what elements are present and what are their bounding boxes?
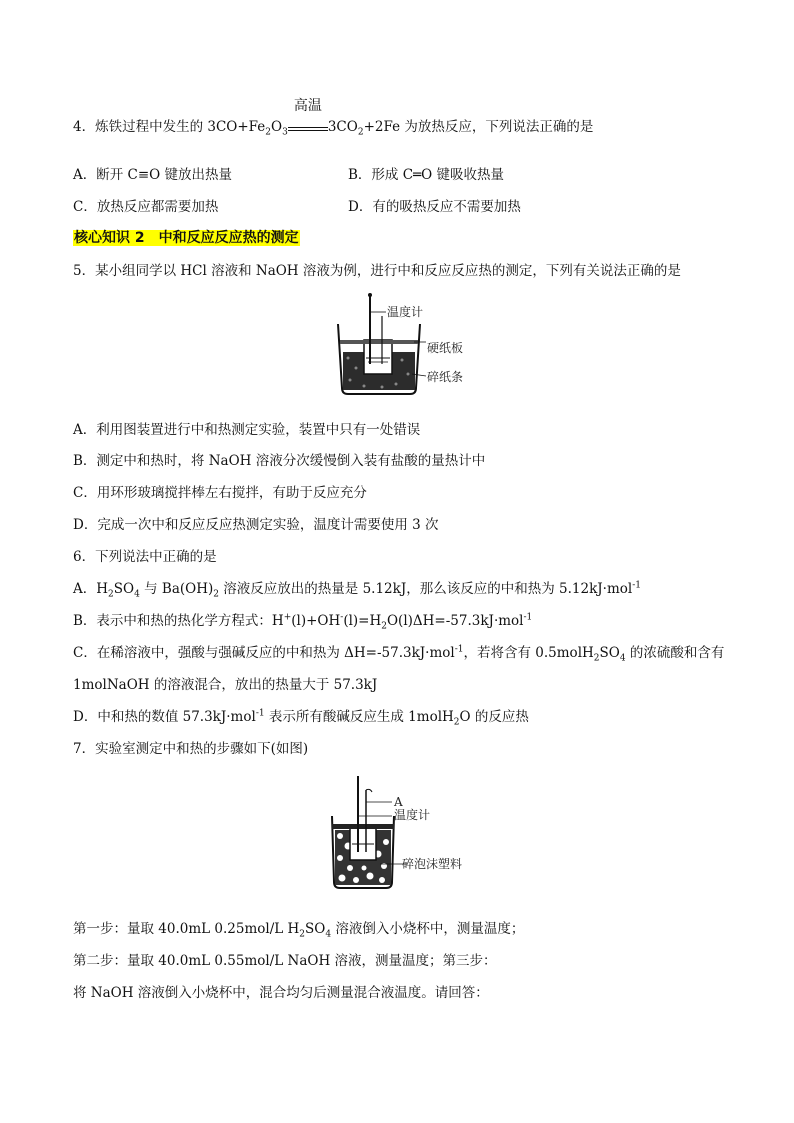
q5-stem: 5．某小组同学以 HCl 溶液和 NaOH 溶液为例，进行中和反应反应热的测定，下列有关说法正确的是	[73, 263, 681, 279]
q6-option-c-line2: 1molNaOH 的溶液混合，放出的热量大于 57.3kJ	[73, 677, 378, 693]
q5-option-c: C．用环形玻璃搅拌棒左右搅拌，有助于反应充分	[73, 485, 367, 501]
q4-option-a: A．断开 C≡O 键放出热量	[73, 167, 233, 183]
q6-stem: 6．下列说法中正确的是	[73, 549, 217, 565]
fig2-label-foam: 碎泡沫塑料	[402, 857, 463, 871]
q7-step1: 第一步：量取 40.0mL 0.25mol/L $H_2SO_4$ 溶液倒入小烧杯中，测量温度；	[73, 921, 525, 940]
fig2-label-a: A	[394, 795, 403, 809]
calorimeter-figure-2	[320, 772, 480, 894]
q5-option-b: B．测定中和热时，将 NaOH 溶液分次缓慢倒入装有盐酸的量热计中	[73, 453, 486, 469]
q4-option-b: B．形成 C═O 键吸收热量	[348, 167, 505, 183]
fig2-label-thermometer: 温度计	[394, 808, 431, 822]
q4-option-d: D．有的吸热反应不需要加热	[348, 199, 521, 215]
q5-option-d: D．完成一次中和反应反应热测定实验，温度计需要使用 3 次	[73, 517, 439, 533]
reaction-condition: 高温	[288, 119, 328, 131]
q6-option-b: B．表示中和热的热化学方程式：$H^+(l)+OH^-(l)=H_2O(l)\Delta H=-57.3kJ\cdot mol^{-1}$	[73, 612, 533, 632]
q4-option-c: C．放热反应都需要加热	[73, 199, 219, 215]
fig1-label-thermometer: 温度计	[387, 305, 424, 319]
q7-step2: 第二步：量取 40.0mL 0.55mol/L NaOH 溶液，测量温度；第三步：	[73, 953, 497, 969]
q5-option-a: A．利用图装置进行中和热测定实验，装置中只有一处错误	[73, 422, 421, 438]
q6-option-a: A．$H_2SO_4$ 与 $Ba(OH)_2$ 溶液反应放出的热量是 5.12kJ，那么该反应的中和热为 5.12kJ·mol$^{-1}$	[73, 580, 641, 600]
fig1-label-cardboard: 硬纸板	[427, 341, 464, 355]
q7-stem: 7．实验室测定中和热的步骤如下(如图)	[73, 741, 309, 757]
q7-step3: 将 NaOH 溶液倒入小烧杯中，混合均匀后测量混合液温度。请回答：	[73, 985, 489, 1001]
section-heading: 核心知识 2 中和反应反应热的测定	[74, 230, 299, 246]
q6-option-c: C．在稀溶液中，强酸与强碱反应的中和热为 ΔH=-57.3kJ·mol$^{-1}$，若将含有 $0.5molH_2SO_4$ 的浓硫酸和含有	[73, 644, 725, 664]
q4-stem: 4．炼铁过程中发生的 $3CO+Fe_2O_3$ 高温 $3CO_2+2Fe$ 为放热反应，下列说法正确的是	[73, 98, 594, 138]
calorimeter-figure-1	[330, 290, 470, 400]
q6-option-d: D．中和热的数值 57.3kJ·mol$^{-1}$ 表示所有酸碱反应生成 1molH$_2$O 的反应热	[73, 708, 529, 728]
fig1-label-paper-strips: 碎纸条	[427, 370, 464, 384]
